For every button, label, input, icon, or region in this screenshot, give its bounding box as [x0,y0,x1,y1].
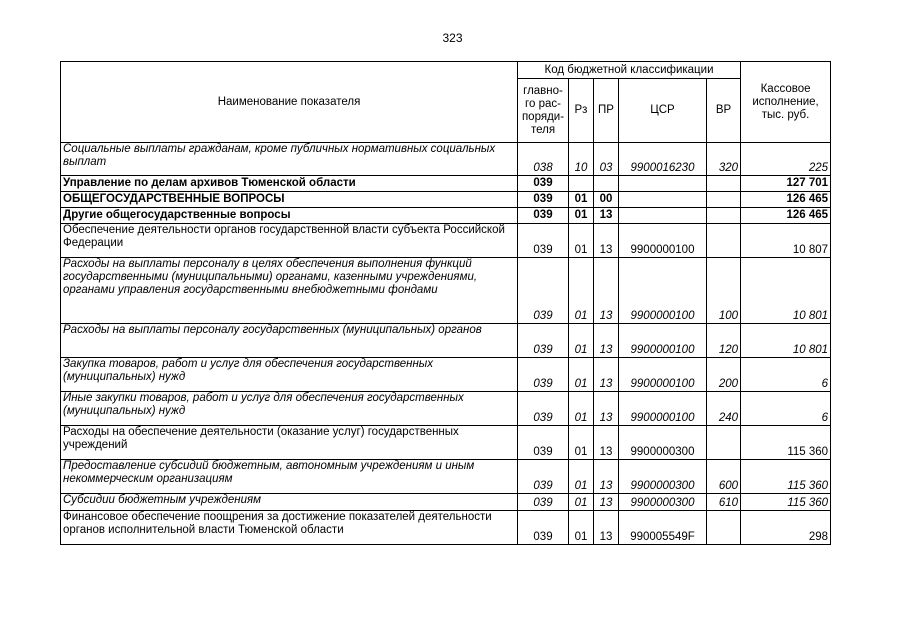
row-glavn: 039 [518,460,569,494]
table-row [61,192,831,208]
row-rz [569,176,594,192]
row-pr: 00 [594,192,619,208]
header-amount: Кассовое исполнение, тыс. руб. [741,62,831,143]
row-rz: 10 [569,143,594,176]
row-amount: 127 701 [741,176,831,192]
row-glavn: 039 [518,358,569,392]
row-amount: 10 801 [741,258,831,324]
row-csr: 9900000100 [619,392,707,426]
row-rz: 01 [569,324,594,358]
row-pr: 13 [594,358,619,392]
row-glavn: 039 [518,494,569,511]
row-glavn: 039 [518,258,569,324]
row-rz: 01 [569,208,594,224]
row-glavn: 039 [518,192,569,208]
row-rz: 01 [569,511,594,545]
row-name: Социальные выплаты гражданам, кроме публичных нормативных социальных выплат [61,143,518,176]
table-row [61,494,831,511]
row-csr: 9900000100 [619,324,707,358]
table-row [61,208,831,224]
row-name: Субсидии бюджетным учреждениям [61,494,518,511]
row-glavn: 039 [518,324,569,358]
row-glavn: 039 [518,208,569,224]
table-row [61,392,831,426]
row-rz: 01 [569,224,594,258]
row-csr: 9900000100 [619,258,707,324]
row-name: Расходы на выплаты персоналу государственных (муниципальных) органов [61,324,518,358]
row-pr: 13 [594,460,619,494]
row-rz: 01 [569,358,594,392]
row-amount: 115 360 [741,426,831,460]
table-row [61,176,831,192]
row-vr: 610 [707,494,741,511]
row-name: Управление по делам архивов Тюменской области [61,176,518,192]
header-glavn: главно-го рас-поряди-теля [518,79,569,143]
row-amount: 10 801 [741,324,831,358]
table-row [61,460,831,494]
table-row [61,426,831,460]
table-row [61,258,831,324]
header-row-1 [61,62,831,79]
row-name: Иные закупки товаров, работ и услуг для обеспечения государственных (муниципальных) нужд [61,392,518,426]
row-vr: 320 [707,143,741,176]
row-vr [707,224,741,258]
row-csr: 9900000300 [619,494,707,511]
row-csr: 9900000300 [619,460,707,494]
header-code-group: Код бюджетной классификации [518,62,741,79]
row-glavn: 039 [518,511,569,545]
budget-table [60,61,831,545]
row-amount: 6 [741,392,831,426]
row-pr: 13 [594,392,619,426]
row-name: Другие общегосударственные вопросы [61,208,518,224]
header-name: Наименование показателя [61,62,518,143]
row-rz: 01 [569,258,594,324]
row-name: ОБЩЕГОСУДАРСТВЕННЫЕ ВОПРОСЫ [61,192,518,208]
row-name: Обеспечение деятельности органов государственной власти субъекта Российской Федерации [61,224,518,258]
row-rz: 01 [569,494,594,511]
row-name: Закупка товаров, работ и услуг для обеспечения государственных (муниципальных) нужд [61,358,518,392]
row-vr: 120 [707,324,741,358]
table-row [61,224,831,258]
row-csr: 9900000300 [619,426,707,460]
header-pr: ПР [594,79,619,143]
row-pr: 13 [594,258,619,324]
row-glavn: 039 [518,224,569,258]
row-csr [619,176,707,192]
row-csr [619,192,707,208]
row-vr: 240 [707,392,741,426]
row-pr: 13 [594,324,619,358]
header-rz: Рз [569,79,594,143]
header-csr: ЦСР [619,79,707,143]
row-rz: 01 [569,392,594,426]
row-amount: 115 360 [741,460,831,494]
row-amount: 298 [741,511,831,545]
row-vr [707,176,741,192]
row-pr: 13 [594,426,619,460]
row-glavn: 039 [518,392,569,426]
row-csr: 9900000100 [619,358,707,392]
row-amount: 126 465 [741,208,831,224]
row-pr: 13 [594,224,619,258]
table-row [61,143,831,176]
row-pr: 13 [594,511,619,545]
row-amount: 225 [741,143,831,176]
row-vr [707,208,741,224]
row-vr: 200 [707,358,741,392]
row-pr: 13 [594,208,619,224]
row-pr [594,176,619,192]
row-name: Расходы на выплаты персоналу в целях обеспечения выполнения функций государственными (муниципальными) органами, казенными учреждениями, органами управления государственными внебюджетными фондами [61,258,518,324]
row-csr: 9900000100 [619,224,707,258]
row-glavn: 039 [518,426,569,460]
row-amount: 115 360 [741,494,831,511]
row-rz: 01 [569,460,594,494]
row-name: Предоставление субсидий бюджетным, автономным учреждениям и иным некоммерческим организациям [61,460,518,494]
row-amount: 6 [741,358,831,392]
header-vr: ВР [707,79,741,143]
row-csr [619,208,707,224]
row-amount: 10 807 [741,224,831,258]
row-amount: 126 465 [741,192,831,208]
table-row [61,358,831,392]
row-csr: 9900016230 [619,143,707,176]
row-glavn: 038 [518,143,569,176]
row-glavn: 039 [518,176,569,192]
row-name: Финансовое обеспечение поощрения за достижение показателей деятельности органов исполнительной власти Тюменской области [61,511,518,545]
row-vr: 600 [707,460,741,494]
row-csr: 990005549F [619,511,707,545]
row-pr: 13 [594,494,619,511]
row-vr: 100 [707,258,741,324]
row-name: Расходы на обеспечение деятельности (оказание услуг) государственных учреждений [61,426,518,460]
row-rz: 01 [569,426,594,460]
page-number: 323 [442,31,463,45]
row-vr [707,192,741,208]
row-pr: 03 [594,143,619,176]
row-rz: 01 [569,192,594,208]
table-row [61,511,831,545]
row-vr [707,426,741,460]
row-vr [707,511,741,545]
table-row [61,324,831,358]
